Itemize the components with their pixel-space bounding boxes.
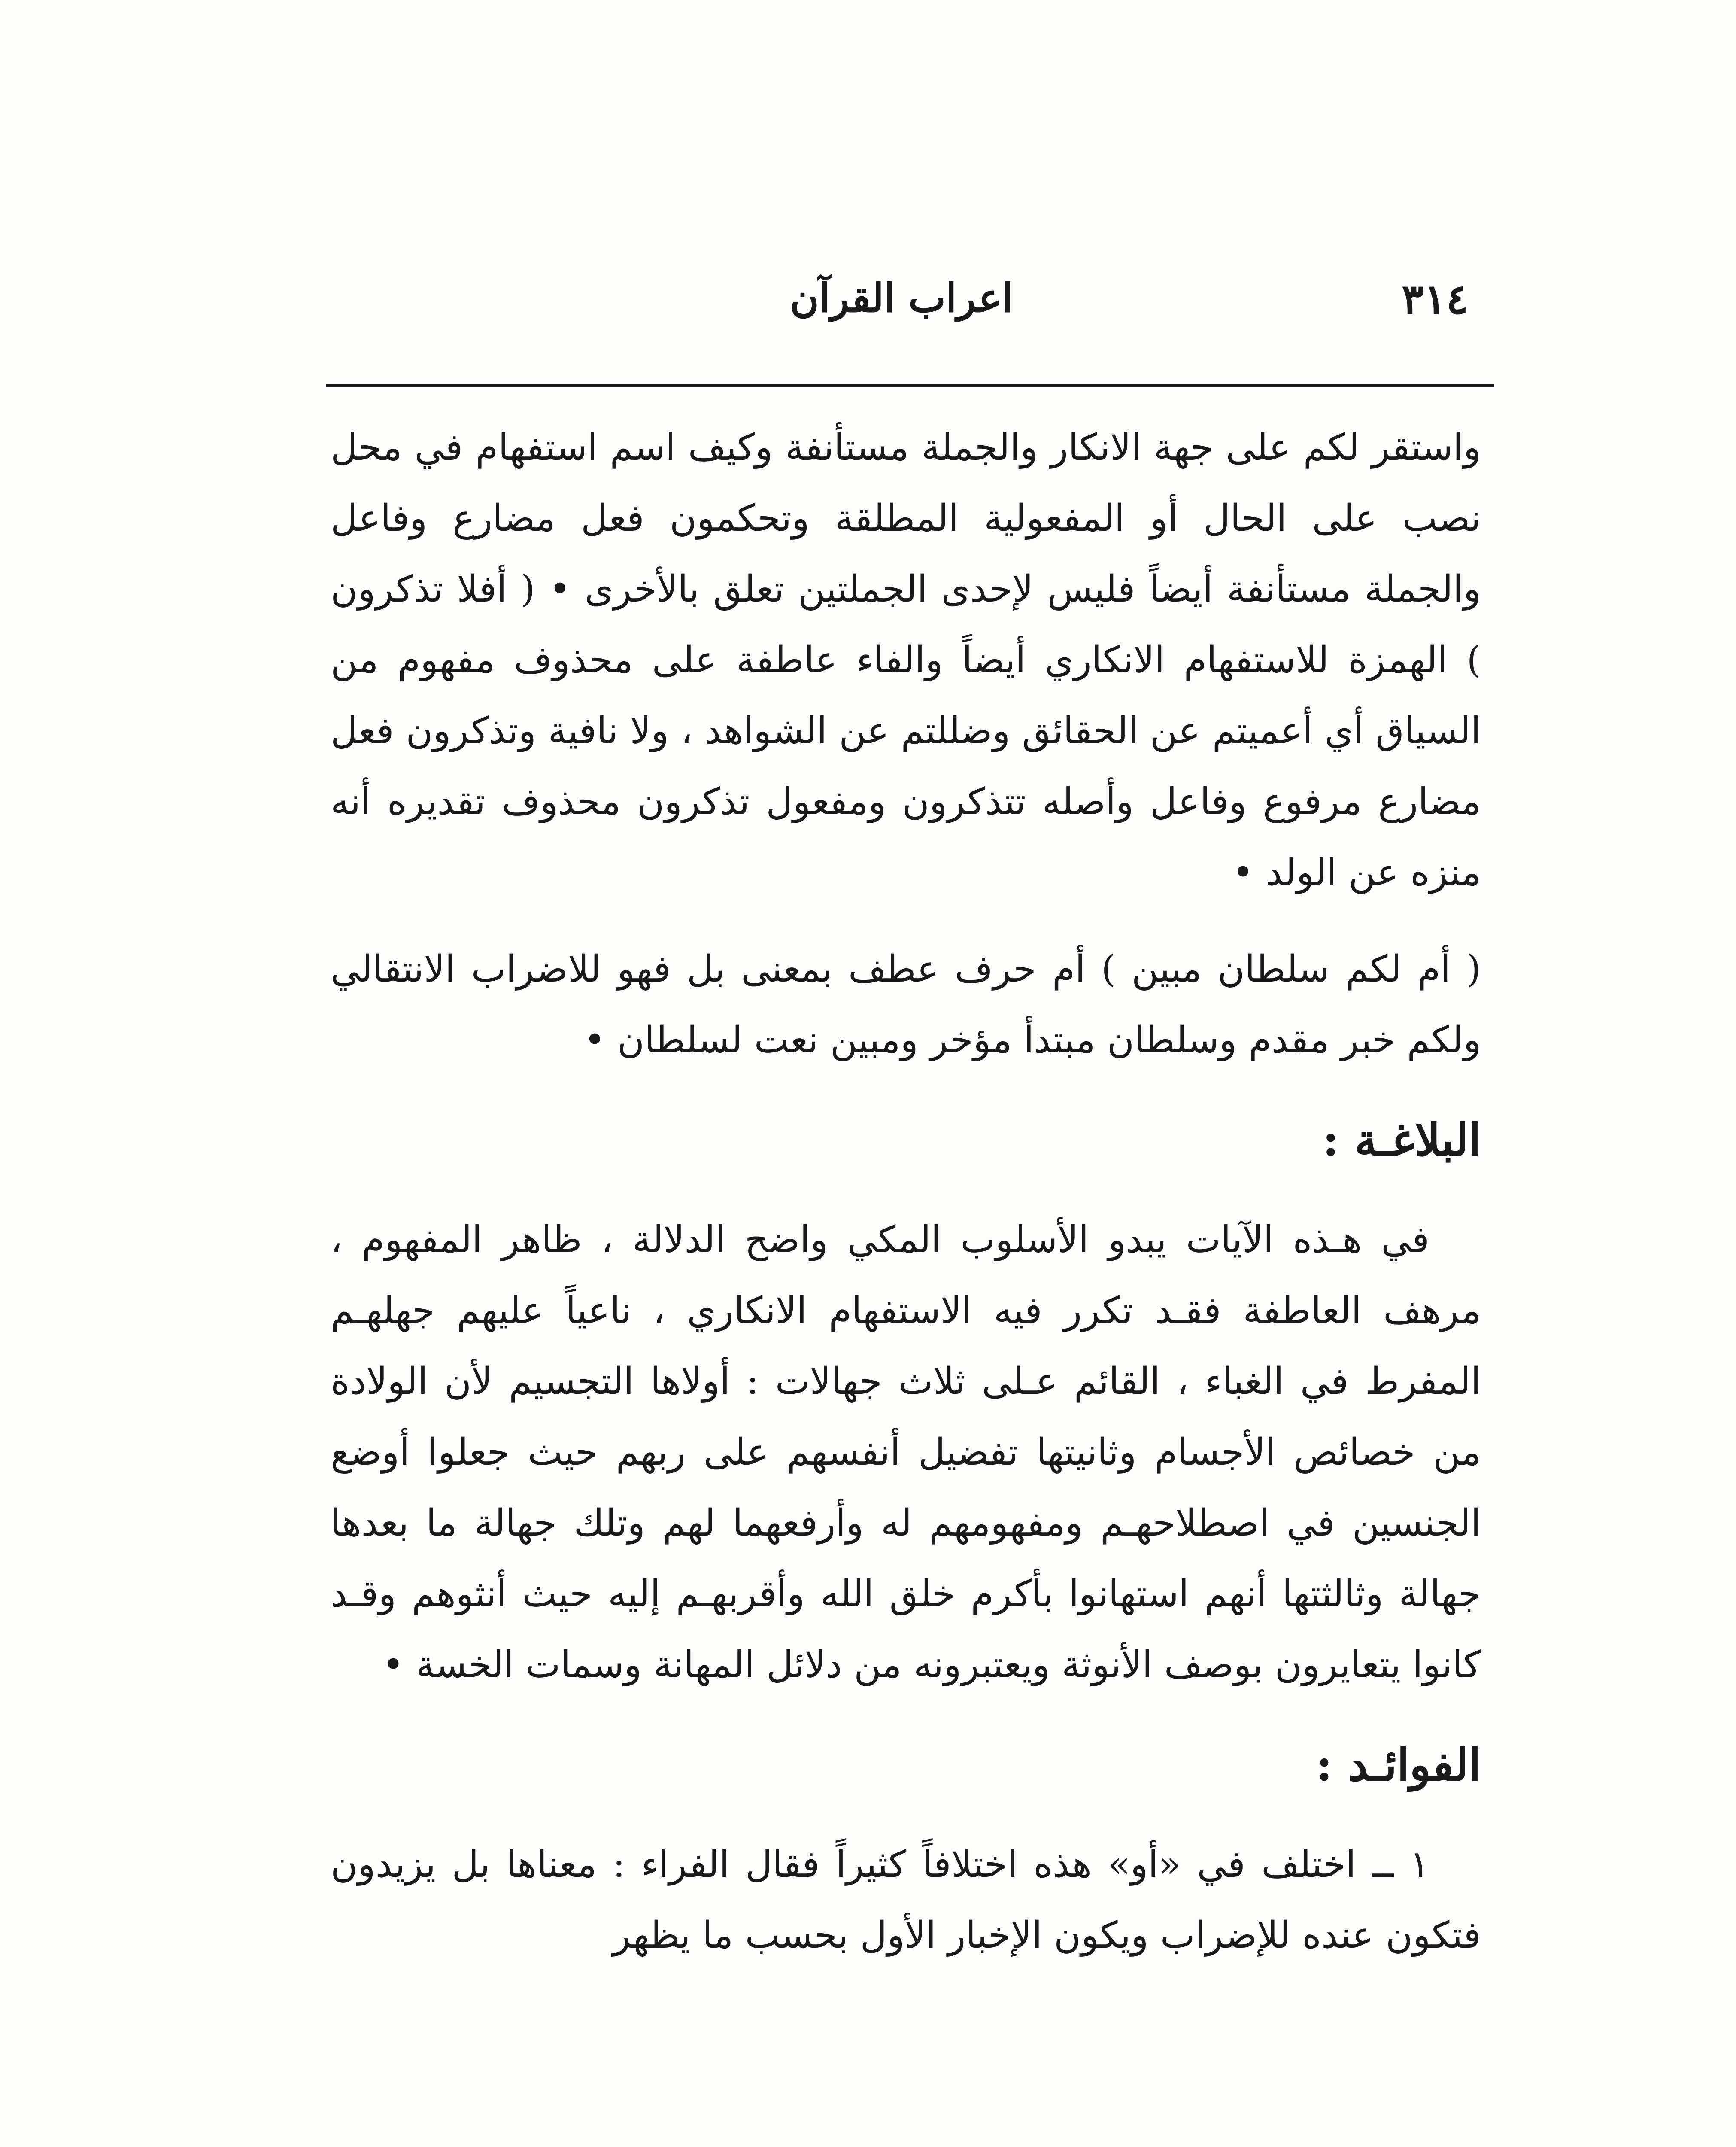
heading-fawaid: الفوائـد :	[1316, 1738, 1481, 1791]
paragraph-gap	[331, 908, 1481, 934]
paragraph-gap	[331, 1179, 1481, 1204]
heading-balagha: البلاغـة :	[1322, 1113, 1481, 1166]
paragraph-fawaid: ١ ــ اختلف في «أو» هذه اختلافاً كثيراً فقال الفراء : معناها بل يزيدون فتكون عنده للإضراب ويكون الإخبار الأول بحسب ما يظهر	[331, 1843, 1481, 1957]
paragraph-gap	[331, 1700, 1481, 1726]
header-rule	[326, 384, 1494, 387]
running-title: اعراب القرآن	[790, 275, 1013, 321]
paragraph-am-lakum: ( أم لكم سلطان مبين ) أم حرف عطف بمعنى بل فهو للاضراب الانتقالي ولكم خبر مقدم وسلطان مبتدأ مؤخر ومبين نعت لسلطان •	[331, 948, 1481, 1061]
page-number: ٣١٤	[1402, 275, 1468, 323]
body-text	[331, 412, 1481, 1971]
paragraph-balagha: في هـذه الآيات يبدو الأسلوب المكي واضح الدلالة ، ظاهر المفهوم ، مرهف العاطفة فقـد تكرر فيه الاستفهام الانكاري ، ناعياً عليهم جهلهـم المفرط في الغباء ، القائم عـلى ثلاث جهالات : أولاها التجسيم لأن الولادة من خصائص الأجسام وثانيتها تفضيل أنفسهم على ربهم حيث جعلوا أوضع الجنسين في اصطلاحهـم ومفهومهم له وأرفعهما لهم وتلك جهالة ما بعدها جهالة وثالثتها أنهم استهانوا بأكرم خلق الله وأقربهـم إليه حيث أنثوهم وقـد كانوا يتعايرون بوصف الأنوثة ويعتبرونه من دلائل المهانة وسمات الخسة •	[331, 1218, 1481, 1686]
paragraph-gap	[331, 1803, 1481, 1829]
paragraph-grammar: واستقر لكم على جهة الانكار والجملة مستأنفة وكيف اسم استفهام في محل نصب على الحال أو المفعولية المطلقة وتحكمون فعل مضارع وفاعل والجملة مستأنفة أيضاً فليس لإحدى الجملتين تعلق بالأخرى • ( أفلا تذكرون ) الهمزة للاستفهام الانكاري أيضاً والفاء عاطفة على محذوف مفهوم من السياق أي أعميتم عن الحقائق وضللتم عن الشواهد ، ولا نافية وتذكرون فعل مضارع مرفوع وفاعل وأصله تتذكرون ومفعول تذكرون محذوف تقديره أنه منزه عن الولد •	[331, 426, 1481, 894]
page-header	[326, 275, 1477, 331]
paragraph-gap	[331, 1076, 1481, 1101]
